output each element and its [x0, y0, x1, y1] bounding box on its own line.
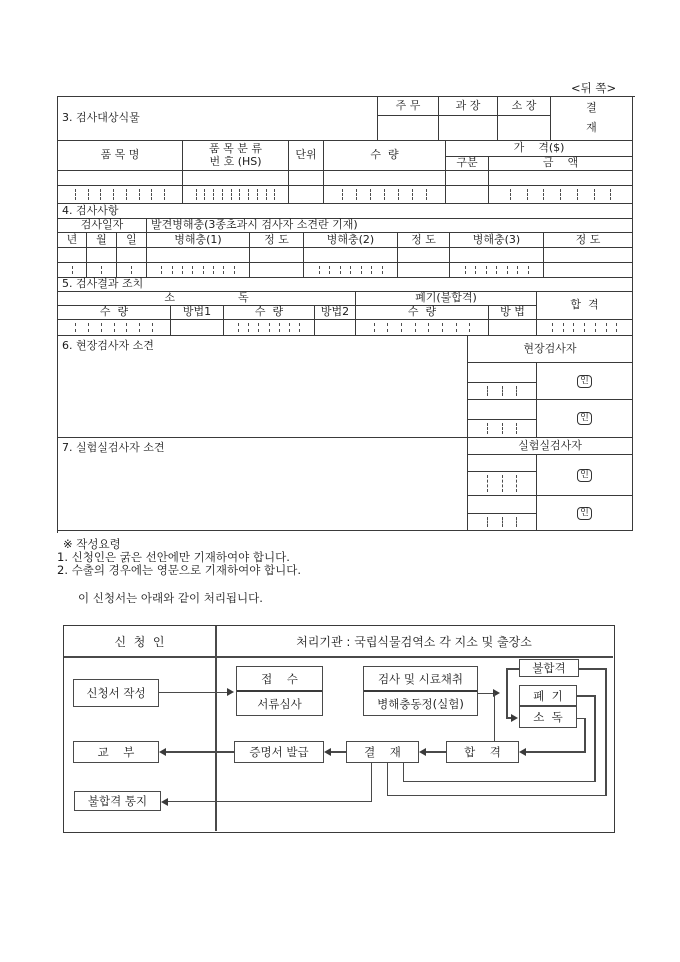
dotted-entry-cell: [468, 383, 537, 400]
flow-box-approve: 결 재: [346, 741, 419, 763]
flow-box-deliver: 교 부: [73, 741, 159, 763]
flow-header-applicant: 신 청 인: [114, 634, 165, 649]
s4-col-pest1: 병해충(1): [147, 233, 250, 248]
connector-line: [403, 763, 405, 782]
flow-box-fail: 불합격: [519, 659, 579, 677]
connector-line: [387, 763, 389, 796]
dotted-entry-cell: [398, 263, 450, 278]
dotted-entry-cell: [468, 420, 537, 438]
col-item-name: 품 목 명: [58, 141, 183, 171]
dotted-entry-cell: [489, 186, 633, 204]
entry-cell: [304, 248, 398, 263]
flow-box-fail-notice: 불합격 통지: [74, 791, 161, 811]
dotted-entry-cell: [289, 186, 324, 204]
arrow-right: [227, 688, 234, 696]
connector-line: [584, 718, 586, 753]
s6-seal-cell-1: [537, 363, 633, 400]
note-line-1: 1. 신청인은 굵은 선안에만 기재하여야 합니다.: [57, 550, 290, 564]
flow-box-receipt: 접 수: [237, 667, 322, 692]
flow-box-inspect-identify: [363, 666, 478, 716]
s5-pass-header: 합 격: [537, 292, 633, 320]
section7-title: 7. 실험실검사자 소견: [58, 438, 468, 531]
seal-mark: 인: [577, 375, 592, 388]
col-quantity: 수 량: [324, 141, 446, 171]
dotted-entry-cell: [58, 186, 183, 204]
s5-qty3: 수 량: [356, 306, 489, 320]
s4-date-header: 검사일자: [58, 219, 147, 233]
s5-qty1: 수 량: [58, 306, 171, 320]
dotted-entry-cell: [324, 186, 446, 204]
s5-discard-header: 폐기(불합격): [356, 292, 537, 306]
seal-mark: 인: [577, 412, 592, 425]
s6-date-cell: [468, 363, 537, 383]
section4-title: 4. 검사사항: [58, 204, 633, 219]
flow-box-write-application: 신청서 작성: [73, 679, 159, 707]
connector-line: [605, 668, 607, 796]
dotted-entry-cell: [117, 263, 147, 278]
connector-line: [577, 695, 595, 697]
section5-title: 5. 검사결과 조치: [58, 278, 633, 292]
connector-line: [167, 801, 372, 803]
dotted-entry-cell: [58, 320, 171, 336]
s7-seal-cell-1: [537, 455, 633, 496]
approval-sign-cell: [378, 116, 439, 141]
entry-cell: [446, 171, 489, 186]
dotted-entry-cell: [183, 186, 289, 204]
col-amount: 금 액: [489, 157, 633, 171]
entry-cell: [489, 171, 633, 186]
back-side-label: <뒤 쪽>: [571, 81, 617, 95]
dotted-entry-cell: [489, 320, 537, 336]
flow-box-review: 서류심사: [257, 696, 302, 711]
s4-col-pest2: 병해충(2): [304, 233, 398, 248]
s7-seal-cell-2: [537, 496, 633, 531]
inspection-form-table: [57, 96, 635, 533]
s5-method: 방 법: [489, 306, 537, 320]
s7-date-cell: [468, 496, 537, 514]
s6-seal-cell-2: [537, 400, 633, 438]
s4-col-day: 일: [117, 233, 147, 248]
connector-line: [425, 751, 446, 753]
s7-inspector-header: 실험실검사자: [468, 438, 633, 455]
dotted-entry-cell: [356, 320, 489, 336]
connector-line: [506, 668, 508, 718]
approval-stamp-top: 결: [586, 101, 597, 115]
dotted-entry-cell: [250, 263, 304, 278]
col-hs-number: [183, 141, 289, 171]
s5-disinfect-header: 소 독: [58, 292, 356, 306]
arrow-left: [159, 748, 166, 756]
entry-cell: [58, 171, 183, 186]
flow-box-issue-certificate: 증명서 발급: [234, 741, 324, 763]
dotted-entry-cell: [147, 263, 250, 278]
dotted-entry-cell: [468, 472, 537, 496]
entry-cell: [450, 248, 544, 263]
flow-box-disinfect: 소 독: [519, 707, 577, 728]
s4-col-degree2: 정 도: [398, 233, 450, 248]
approval-sign-cell: [439, 116, 498, 141]
arrow-left: [324, 748, 331, 756]
approval-stamp-bottom: 재: [586, 121, 597, 134]
connector-line: [165, 751, 234, 753]
flow-box-identify: 병해충동정(실험): [377, 696, 464, 711]
flow-header-divider: [64, 656, 613, 658]
dotted-entry-cell: [537, 320, 633, 336]
s4-col-month: 월: [87, 233, 117, 248]
seal-mark: 인: [577, 469, 592, 482]
connector-line: [525, 751, 585, 753]
s4-col-degree1: 정 도: [250, 233, 304, 248]
connector-line: [506, 668, 519, 670]
dotted-entry-cell: [468, 514, 537, 531]
col-class: 구분: [446, 157, 489, 171]
s6-date-cell: [468, 400, 537, 420]
entry-cell: [324, 171, 446, 186]
approval-header-director: 소 장: [498, 97, 551, 116]
s5-qty2: 수 량: [224, 306, 315, 320]
s4-col-year: 년: [58, 233, 87, 248]
seal-mark: 인: [577, 507, 592, 520]
col-hs-line1: 품 목 분 류: [209, 141, 262, 155]
dotted-entry-cell: [87, 263, 117, 278]
dotted-entry-cell: [171, 320, 224, 336]
flow-box-discard: 폐 기: [519, 685, 577, 707]
flow-box-pass: 합 격: [446, 741, 519, 763]
flow-box-inspect: 검사 및 시료채취: [364, 667, 477, 692]
arrow-left: [519, 748, 526, 756]
s4-col-degree3: 정 도: [544, 233, 633, 248]
section6-title: 6. 현장검사자 소견: [58, 336, 468, 438]
dotted-entry-cell: [58, 263, 87, 278]
note-line-2: 2. 수출의 경우에는 영문으로 기재하여야 합니다.: [57, 563, 301, 577]
col-unit: 단위: [289, 141, 324, 171]
s5-method1: 방법1: [171, 306, 224, 320]
entry-cell: [117, 248, 147, 263]
flow-box-receipt-review: [236, 666, 323, 716]
s4-col-pest3: 병해충(3): [450, 233, 544, 248]
entry-cell: [183, 171, 289, 186]
approval-header-staff: 주 무: [378, 97, 439, 116]
connector-line: [594, 695, 596, 782]
connector-line: [330, 751, 346, 753]
connector-line: [403, 781, 596, 783]
processing-flow-diagram: [63, 625, 615, 833]
entry-cell: [58, 248, 87, 263]
entry-cell: [250, 248, 304, 263]
entry-cell: [289, 171, 324, 186]
dotted-entry-cell: [315, 320, 356, 336]
s7-date-cell: [468, 455, 537, 472]
approval-stamp-cell: [551, 97, 633, 141]
notes-heading: ※ 작성요령: [63, 537, 121, 551]
entry-cell: [87, 248, 117, 263]
s4-found-header: 발견병해충(3종초과시 검사자 소견란 기재): [147, 219, 633, 233]
entry-cell: [398, 248, 450, 263]
flow-intro: 이 신청서는 아래와 같이 처리됩니다.: [78, 591, 263, 605]
connector-line: [371, 763, 373, 802]
arrow-left: [161, 798, 168, 806]
flow-header-agency: 처리기관 : 국립식물검역소 각 지소 및 출장소: [296, 634, 532, 649]
col-price: 가 격($): [446, 141, 633, 157]
connector-line: [579, 668, 606, 670]
connector-line: [494, 693, 496, 741]
s6-inspector-header: 현장검사자: [468, 336, 633, 363]
dotted-entry-cell: [544, 263, 633, 278]
approval-header-chief: 과 장: [439, 97, 498, 116]
approval-sign-cell: [498, 116, 551, 141]
connector-line: [159, 692, 229, 694]
section3-title: 3. 검사대상식물: [58, 97, 378, 141]
s5-method2: 방법2: [315, 306, 356, 320]
arrow-left: [419, 748, 426, 756]
entry-cell: [544, 248, 633, 263]
arrow-right: [511, 714, 518, 722]
col-hs-line2: 번 호 (HS): [209, 154, 262, 168]
dotted-entry-cell: [224, 320, 315, 336]
dotted-entry-cell: [450, 263, 544, 278]
entry-cell: [147, 248, 250, 263]
dotted-entry-cell: [446, 186, 489, 204]
dotted-entry-cell: [304, 263, 398, 278]
connector-line: [387, 795, 607, 797]
